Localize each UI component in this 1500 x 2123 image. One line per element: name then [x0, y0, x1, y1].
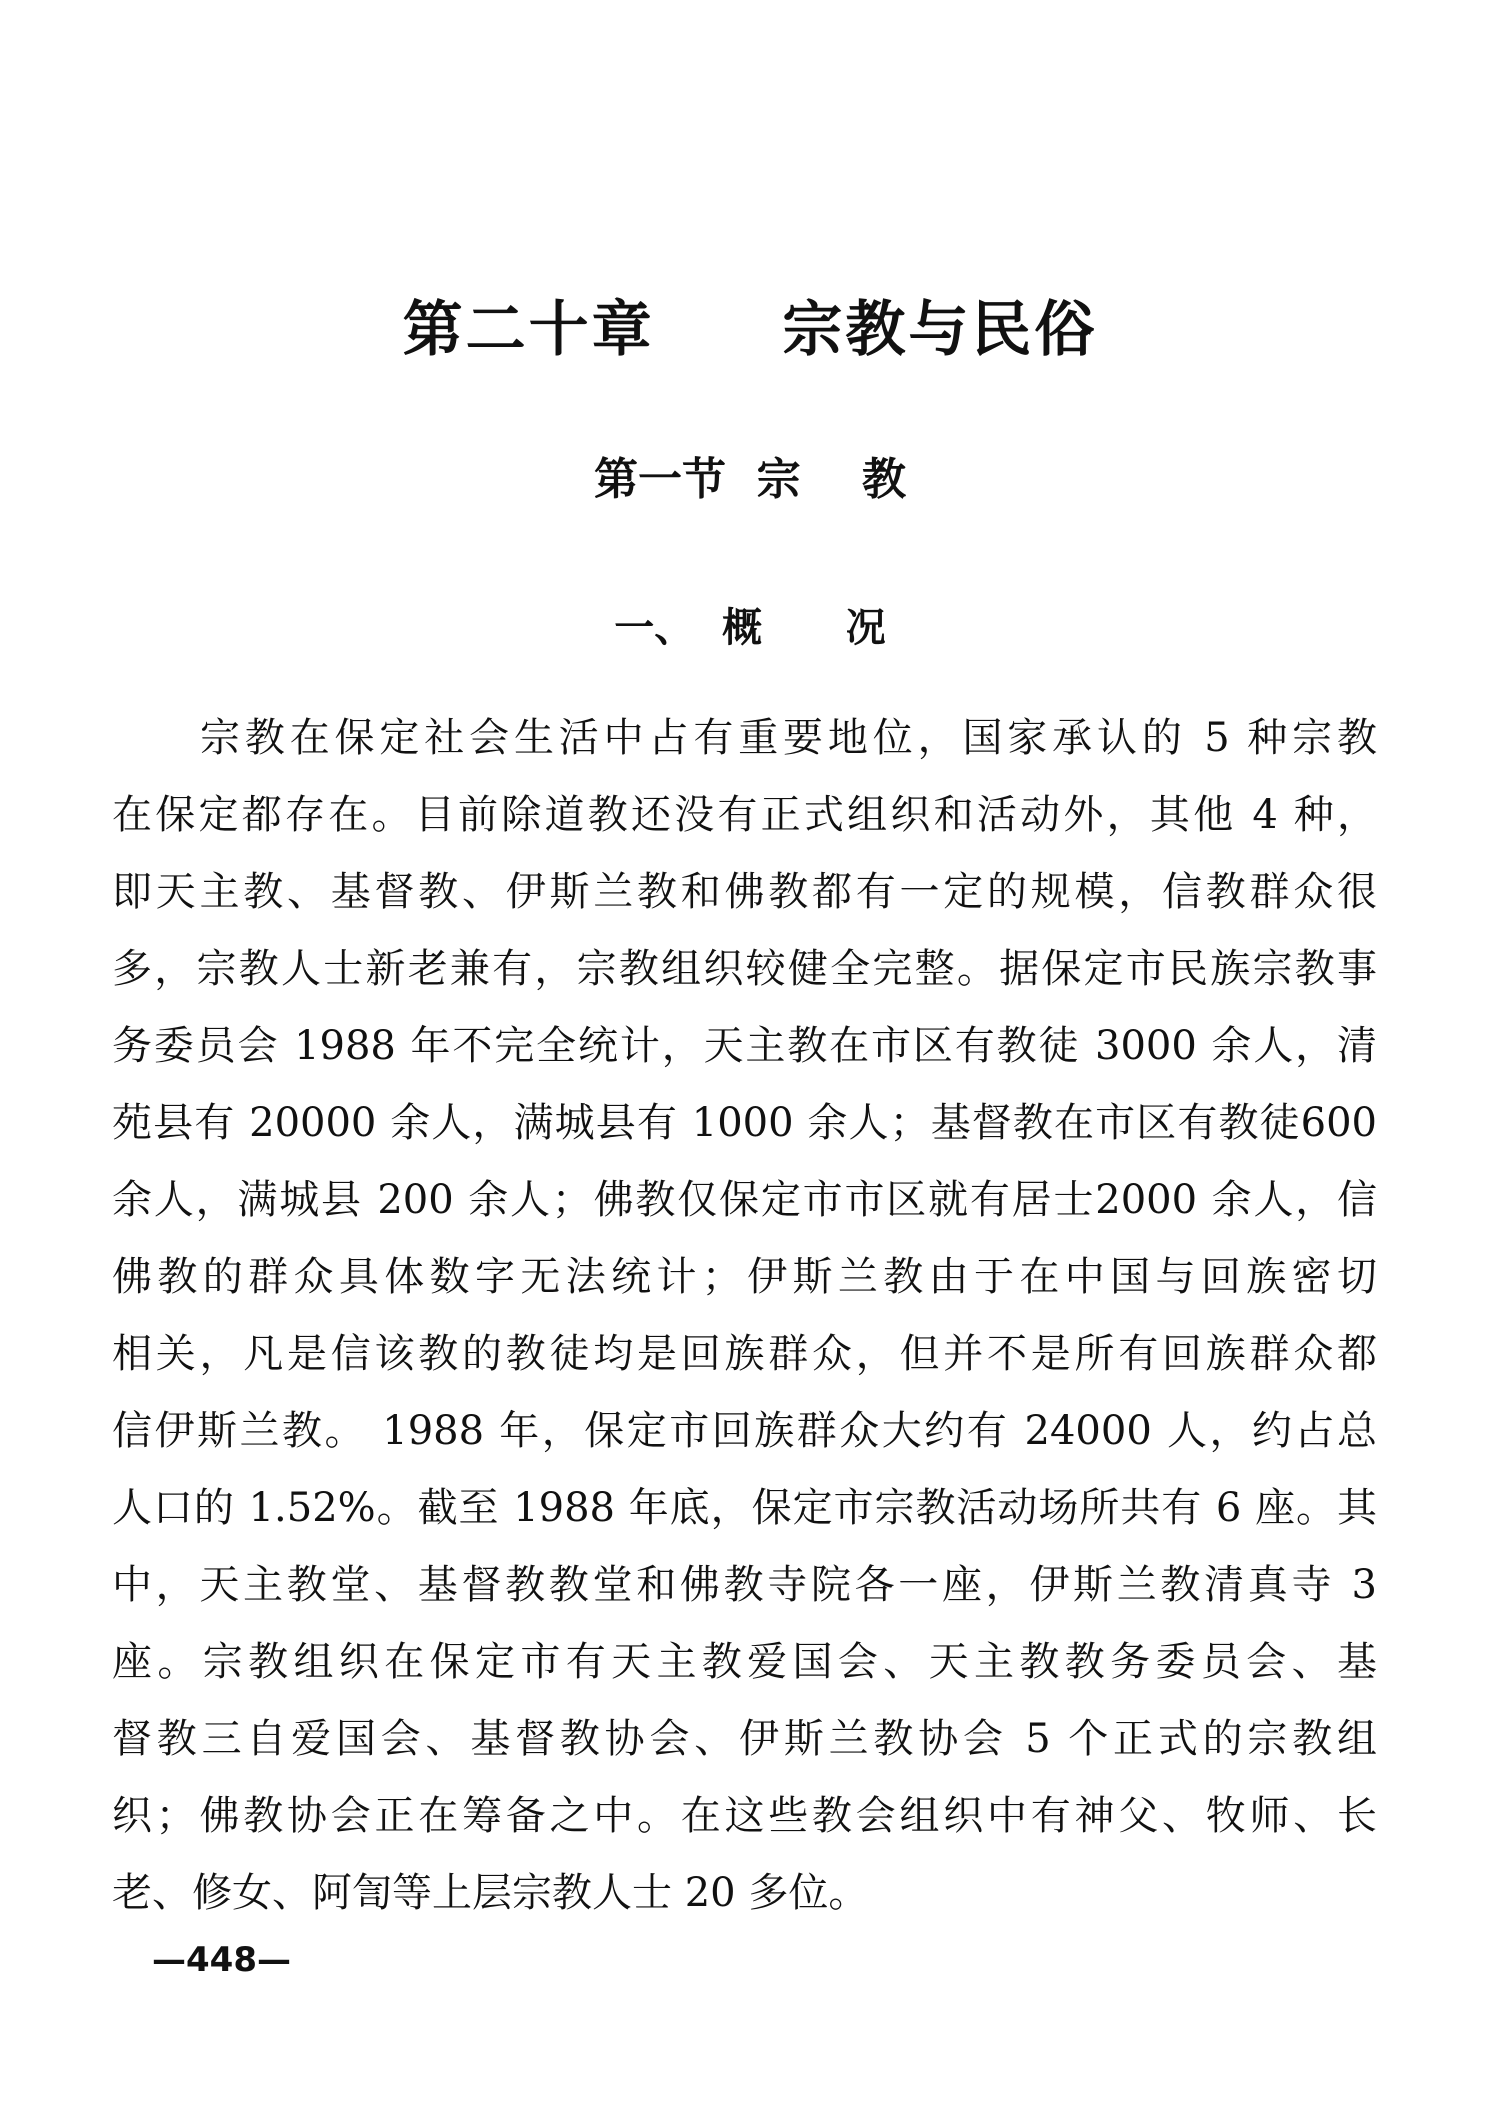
text-line: 多，宗教人士新老兼有，宗教组织较健全完整。据保定市民族宗教事 [112, 946, 1377, 992]
section-title: 第一节 宗 教 [594, 454, 906, 505]
subsection-title: 一、 概 况 [614, 605, 886, 651]
text-line: 相关，凡是信该教的教徒均是回族群众，但并不是所有回族群众都 [112, 1331, 1377, 1377]
chapter-title: 第二十章 宗教与民俗 [402, 295, 1098, 365]
text-line: 余人，满城县 200 余人；佛教仅保定市市区就有居士2000 余人，信 [112, 1177, 1377, 1223]
text-line: 在保定都存在。目前除道教还没有正式组织和活动外，其他 4 种， [112, 792, 1377, 838]
body-paragraph [112, 700, 1377, 1932]
text-line: 人口的 1.52%。截至 1988 年底，保定市宗教活动场所共有 6 座。其 [112, 1485, 1377, 1531]
text-line: 即天主教、基督教、伊斯兰教和佛教都有一定的规模，信教群众很 [112, 869, 1377, 915]
text-line: 佛教的群众具体数字无法统计；伊斯兰教由于在中国与回族密切 [112, 1254, 1377, 1300]
text-line: 宗教在保定社会生活中占有重要地位，国家承认的 5 种宗教 [200, 715, 1377, 761]
text-line: 织；佛教协会正在筹备之中。在这些教会组织中有神父、牧师、长 [112, 1793, 1377, 1839]
text-line: 务委员会 1988 年不完全统计，天主教在市区有教徒 3000 余人，清 [112, 1023, 1377, 1069]
text-line: 座。宗教组织在保定市有天主教爱国会、天主教教务委员会、基 [112, 1639, 1377, 1685]
text-line: 老、修女、阿訇等上层宗教人士 20 多位。 [112, 1870, 869, 1916]
text-line: 苑县有 20000 余人，满城县有 1000 余人；基督教在市区有教徒600 [112, 1100, 1377, 1146]
page-number: —448— [152, 1940, 291, 1980]
text-line: 督教三自爱国会、基督教协会、伊斯兰教协会 5 个正式的宗教组 [112, 1716, 1377, 1762]
text-line: 中，天主教堂、基督教教堂和佛教寺院各一座，伊斯兰教清真寺 3 [112, 1562, 1377, 1608]
text-line: 信伊斯兰教。 1988 年，保定市回族群众大约有 24000 人，约占总 [112, 1408, 1377, 1454]
